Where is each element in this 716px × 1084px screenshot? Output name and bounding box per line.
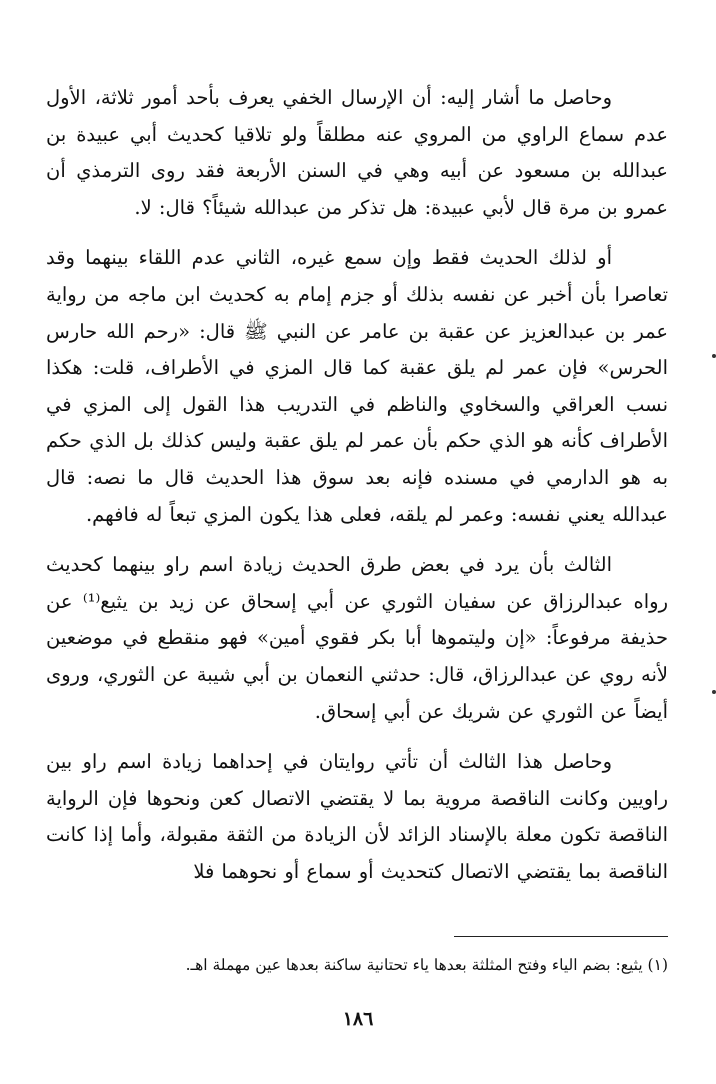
footnote-divider	[454, 936, 668, 937]
paragraph-3: الثالث بأن يرد في بعض طرق الحديث زيادة اسم راو بينهما كحديث رواه عبدالرزاق عن سفيان الثوري عن أبي إسحاق عن زيد بن يثيع⁽¹⁾ عن حذيفة مرفوعاً: «إن وليتموها أبا بكر فقوي أمين» فهو منقطع في موضعين لأنه روي عن عبدالرزاق، قال: حدثني النعمان بن أبي شيبة عن الثوري، وروى أيضاً عن الثوري عن شريك عن أبي إسحاق.	[46, 553, 669, 723]
page-number: ١٨٦	[342, 1008, 374, 1030]
footnote: (١) يثيع: بضم الياء وفتح المثلثة بعدها ياء تحتانية ساكنة بعدها عين مهملة اهـ.	[185, 956, 668, 974]
margin-mark	[712, 354, 716, 358]
margin-mark	[712, 690, 716, 694]
paragraph-1: وحاصل ما أشار إليه: أن الإرسال الخفي يعرف بأحد أمور ثلاثة، الأول عدم سماع الراوي من المروي عنه مطلقاً ولو تلاقيا كحديث أبي عبيدة بن عبدالله بن مسعود عن أبيه وهي في السنن الأربعة فقد روى الترمذي أن عمرو بن مرة قال لأبي عبيدة: هل تذكر من عبدالله شيئاً؟ قال: لا.	[46, 86, 668, 219]
main-text	[46, 80, 668, 890]
paragraph-2: أو لذلك الحديث فقط وإن سمع غيره، الثاني عدم اللقاء بينهما وقد تعاصرا بأن أخبر عن نفسه بذلك أو جزم إمام به كحديث ابن ماجه من رواية عمر بن عبدالعزيز عن عقبة بن عامر عن النبي ﷺ قال: «رحم الله حارس الحرس» فإن عمر لم يلق عقبة كما قال المزي في الأطراف، قلت: هكذا نسب العراقي والسخاوي والناظم في التدريب هذا القول إلى المزي في الأطراف كأنه هو الذي حكم بأن عمر لم يلق عقبة وليس كذلك بل الذي حكم به هو الدارمي في مسنده فإنه بعد سوق هذا الحديث قال ما نصه: قال عبدالله يعني نفسه: وعمر لم يلقه، فعلى هذا يكون المزي تبعاً له فافهم.	[46, 246, 668, 526]
paragraph-4: وحاصل هذا الثالث أن تأتي روايتان في إحداهما زيادة اسم راو بين راويين وكانت الناقصة مروية بما لا يقتضي الاتصال كعن ونحوها فإن الرواية الناقصة تكون معلة بالإسناد الزائد لأن الزيادة من الثقة مقبولة، وأما إذا كانت الناقصة بما يقتضي الاتصال كتحديث أو سماع أو نحوهما فلا	[46, 750, 668, 883]
